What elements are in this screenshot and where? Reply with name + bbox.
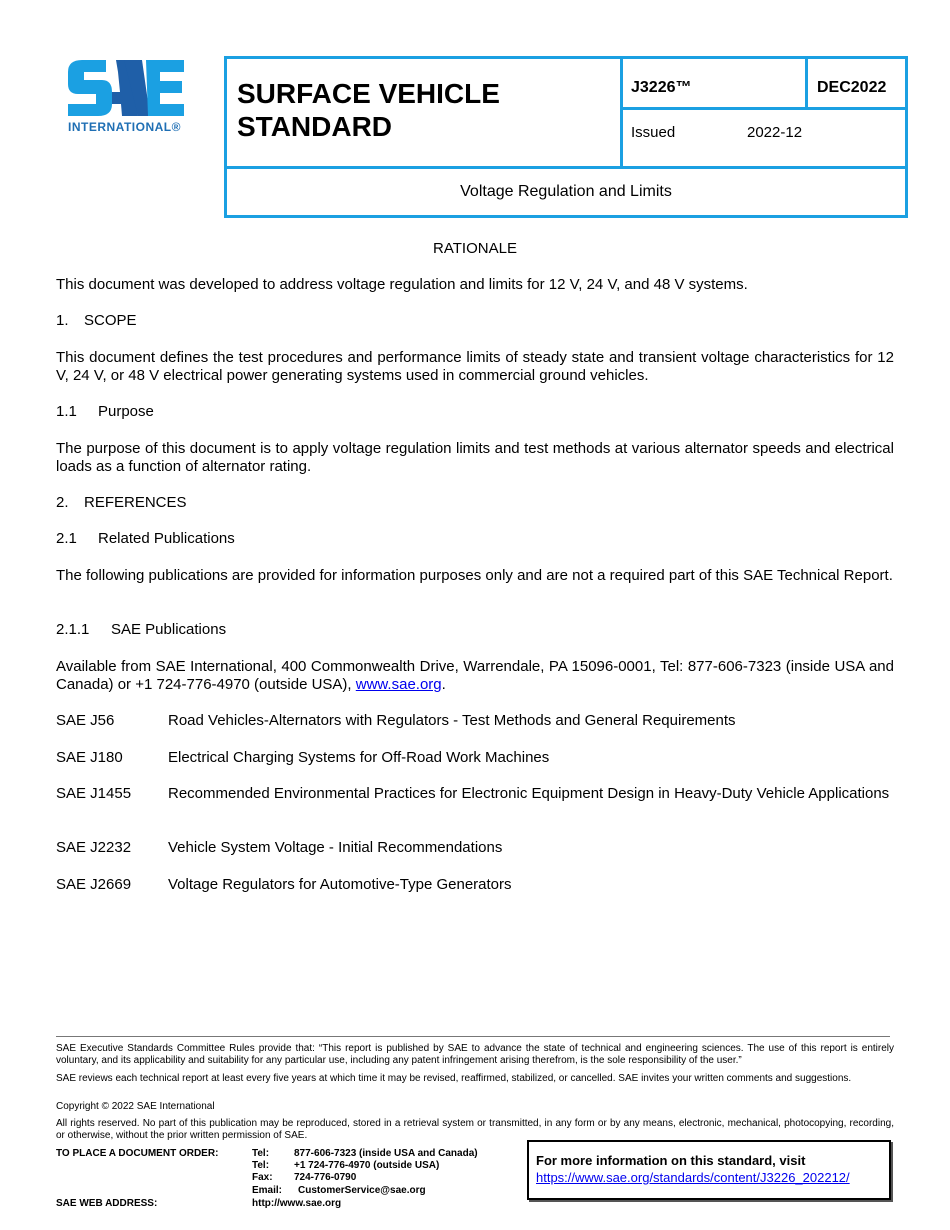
more-info-box xyxy=(527,1140,891,1200)
contact-value: +1 724-776-4970 (outside USA) xyxy=(294,1160,440,1171)
section-2-heading xyxy=(56,494,894,512)
doc-number-cell xyxy=(623,59,808,110)
sae-logo-icon xyxy=(66,58,186,118)
reference-code: SAE J1455 xyxy=(56,785,132,802)
reference-title: Road Vehicles-Alternators with Regulators - Test Methods and General Requirements xyxy=(168,712,736,729)
sae-website-link[interactable]: www.sae.org xyxy=(355,676,442,693)
reference-code: SAE J2669 xyxy=(56,876,132,893)
document-header xyxy=(224,56,908,218)
section-2-1-heading xyxy=(56,530,894,548)
doc-date: DEC2022 xyxy=(817,79,887,96)
contact-value: CustomerService@sae.org xyxy=(298,1185,426,1196)
punctuation: . xyxy=(441,676,446,693)
reference-item xyxy=(56,876,894,894)
web-value: http://www.sae.org xyxy=(252,1198,342,1209)
logo-subtitle: INTERNATIONAL® xyxy=(68,120,181,134)
contact-key: Tel: xyxy=(252,1148,270,1159)
section-title: Related Publications xyxy=(98,530,235,547)
doc-number: J3226™ xyxy=(631,79,692,96)
reference-title: Recommended Environmental Practices for Electronic Equipment Design in Heavy-Duty Vehicle Applications xyxy=(168,785,890,802)
rights-text: All rights reserved. No part of this publication may be reproduced, stored in a retrieval system or transmitted, in any form or by any means, electronic, mechanical, photocopying, recording, or otherwise, without the prior written permission of SAE. xyxy=(56,1118,894,1141)
review-text: SAE reviews each technical report at least every five years at which time it may be revised, reaffirmed, stabilized, or cancelled. SAE invites your written comments and suggestions. xyxy=(56,1073,852,1084)
copyright-text: Copyright © 2022 SAE International xyxy=(56,1101,215,1112)
reference-item xyxy=(56,839,894,857)
section-number: 2. xyxy=(56,494,69,511)
title-line-1: SURFACE VEHICLE xyxy=(237,78,500,109)
section-1-heading xyxy=(56,312,894,330)
committee-rules-text: SAE Executive Standards Committee Rules provide that: “This report is published by SAE to advance the state of technical and engineering sciences. The use of this report is entirely voluntary, and its applicability and suitability for any particular use, including any patent infringement arising therefrom, is the sole responsibility of the user.” xyxy=(56,1043,894,1066)
footer-divider xyxy=(56,1036,890,1037)
section-title: SAE Publications xyxy=(111,621,227,638)
section-title: SCOPE xyxy=(84,312,137,329)
contact-key: Fax: xyxy=(252,1172,273,1183)
section-2-1-text: The following publications are provided for information purposes only and are not a required part of this SAE Technical Report. xyxy=(56,567,893,584)
web-label: SAE WEB ADDRESS: xyxy=(56,1198,158,1209)
section-title: Purpose xyxy=(98,403,154,420)
rationale-text: This document was developed to address voltage regulation and limits for 12 V, 24 V, and 48 V systems. xyxy=(56,276,748,293)
section-number: 2.1.1 xyxy=(56,621,90,638)
section-1-1-text: The purpose of this document is to apply voltage regulation limits and test methods at various alternator speeds and electrical loads as a function of alternator rating. xyxy=(56,440,894,475)
contact-key: Tel: xyxy=(252,1160,270,1171)
reference-item xyxy=(56,712,894,730)
title-line-2: STANDARD xyxy=(237,111,393,142)
section-number: 1.1 xyxy=(56,403,77,420)
issued-label: Issued xyxy=(631,124,676,141)
header-title-cell xyxy=(227,59,623,166)
reference-title: Electrical Charging Systems for Off-Road Work Machines xyxy=(168,749,550,766)
availability-text: Available from SAE International, 400 Commonwealth Drive, Warrendale, PA 15096-0001, Tel: 877-606-7323 (inside USA and Canada) or +1 724-776-4970 (outside USA), xyxy=(56,658,894,693)
reference-title: Vehicle System Voltage - Initial Recommendations xyxy=(168,839,503,856)
issued-cell xyxy=(623,110,905,166)
contact-value: 724-776-0790 xyxy=(294,1172,357,1183)
subtitle-cell xyxy=(227,166,905,215)
document-subtitle: Voltage Regulation and Limits xyxy=(460,183,672,200)
reference-code: SAE J180 xyxy=(56,749,123,766)
rationale-heading: RATIONALE xyxy=(433,240,517,257)
section-1-text: This document defines the test procedures and performance limits of steady state and transient voltage characteristics for 12 V, 24 V, or 48 V electrical power generating systems used in commercial ground vehicles. xyxy=(56,349,894,384)
doc-date-cell xyxy=(808,59,905,110)
contact-key: Email: xyxy=(252,1185,283,1196)
section-title: REFERENCES xyxy=(84,494,187,511)
section-1-1-heading xyxy=(56,403,894,421)
reference-item xyxy=(56,785,894,821)
section-2-1-1-heading xyxy=(56,621,894,639)
reference-item xyxy=(56,749,894,767)
reference-code: SAE J2232 xyxy=(56,839,132,856)
contact-value: 877-606-7323 (inside USA and Canada) xyxy=(294,1148,478,1159)
publications-availability xyxy=(56,658,894,694)
standard-link[interactable]: https://www.sae.org/standards/content/J3226_202212/ xyxy=(536,1170,850,1185)
sae-logo xyxy=(66,58,196,138)
section-number: 2.1 xyxy=(56,530,77,547)
order-label: TO PLACE A DOCUMENT ORDER: xyxy=(56,1148,219,1159)
document-type-title xyxy=(237,77,500,143)
reference-code: SAE J56 xyxy=(56,712,115,729)
more-info-title: For more information on this standard, visit xyxy=(536,1153,806,1168)
reference-title: Voltage Regulators for Automotive-Type Generators xyxy=(168,876,512,893)
issued-date: 2022-12 xyxy=(747,124,803,141)
section-number: 1. xyxy=(56,312,69,329)
